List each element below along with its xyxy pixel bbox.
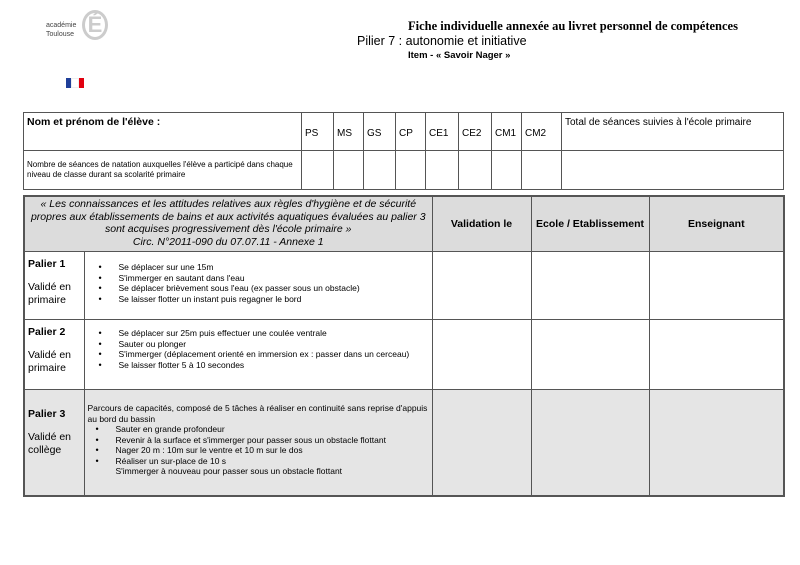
level-ce1: CE1 xyxy=(426,113,459,151)
bullet-icon: • xyxy=(95,455,99,466)
palier-2-row xyxy=(24,320,784,390)
sessions-total-cell[interactable] xyxy=(562,151,784,190)
level-ms: MS xyxy=(334,113,364,151)
bullet-icon: • xyxy=(98,262,102,272)
french-flag-icon xyxy=(66,78,84,88)
list-item: • Se laisser flotter un instant puis regagner le bord xyxy=(98,293,302,304)
level-cp: CP xyxy=(396,113,426,151)
list-item: • Revenir à la surface et s'immerger pour passer sous un obstacle flottant xyxy=(95,434,386,445)
palier-label: Palier 3 xyxy=(28,408,66,420)
level-gs: GS xyxy=(364,113,396,151)
school-cell[interactable] xyxy=(531,252,649,320)
level-cm1: CM1 xyxy=(492,113,522,151)
bullet-icon: • xyxy=(98,283,102,293)
sessions-cm2-cell[interactable] xyxy=(522,151,562,190)
e-emblem-icon: É xyxy=(82,10,108,40)
level-ps: PS xyxy=(302,113,334,151)
item-title: Item - « Savoir Nager » xyxy=(408,50,511,61)
validation-date-cell[interactable] xyxy=(432,390,531,496)
palier-3-intro: Parcours de capacités, composé de 5 tâches à réaliser en continuité sans reprise d'appuis au bord du bassin xyxy=(87,403,428,424)
list-item: • Sauter en grande profondeur xyxy=(95,424,225,434)
bullet-icon: • xyxy=(98,328,102,338)
validated-label: Validé en collège xyxy=(28,431,72,456)
bullet-icon: • xyxy=(98,359,102,370)
list-item: • Se déplacer brièvement sous l'eau (ex passer sous un obstacle) xyxy=(98,283,360,293)
col-validation-date: Validation le xyxy=(432,196,531,252)
level-cm2: CM2 xyxy=(522,113,562,151)
quote-text: « Les connaissances et les attitudes relatives aux règles d'hygiène et de sécurité propres aux établissements de bains et aux activités aquatiques évaluées au palier 3 sont acquises progressivement dès l'école primaire » xyxy=(30,198,426,235)
list-item: • S'immerger en sautant dans l'eau xyxy=(98,272,245,283)
list-item: • Se déplacer sur 25m puis effectuer une coulée ventrale xyxy=(98,328,327,338)
document-title: Fiche individuelle annexée au livret personnel de compétences xyxy=(408,19,738,33)
list-item: • S'immerger (déplacement orienté en immersion ex : passer dans un cerceau) xyxy=(98,349,410,359)
bullet-icon: • xyxy=(95,434,99,445)
pillar-title: Pilier 7 : autonomie et initiative xyxy=(357,34,527,48)
teacher-cell[interactable] xyxy=(649,252,784,320)
sessions-gs-cell[interactable] xyxy=(364,151,396,190)
palier-label: Palier 2 xyxy=(28,326,66,338)
palier-label: Palier 1 xyxy=(28,258,66,270)
total-sessions-label: Total de séances suivies à l'école primaire xyxy=(562,113,784,151)
teacher-cell[interactable] xyxy=(649,320,784,390)
sessions-ms-cell[interactable] xyxy=(334,151,364,190)
logo-toulouse: Toulouse xyxy=(46,31,75,38)
bullet-icon: • xyxy=(95,424,99,434)
sessions-cp-cell[interactable] xyxy=(396,151,426,190)
list-item: • Se déplacer sur une 15m xyxy=(98,262,214,272)
level-ce2: CE2 xyxy=(459,113,492,151)
palier-1-row xyxy=(24,252,784,320)
list-item: S'immerger à nouveau pour passer sous un obstacle flottant xyxy=(115,466,343,476)
list-item: • Se laisser flotter 5 à 10 secondes xyxy=(98,359,245,370)
col-teacher: Enseignant xyxy=(649,196,784,252)
validation-date-cell[interactable] xyxy=(432,320,531,390)
academie-logo xyxy=(40,8,110,92)
validation-date-cell[interactable] xyxy=(432,252,531,320)
validated-label: Validé en primaire xyxy=(28,281,72,306)
school-cell[interactable] xyxy=(531,320,649,390)
list-item: • Nager 20 m : 10m sur le ventre et 10 m sur le dos xyxy=(95,445,303,455)
validated-label: Validé en primaire xyxy=(28,349,72,374)
list-item: • Réaliser un sur-place de 10 s xyxy=(95,455,227,466)
sessions-ps-cell[interactable] xyxy=(302,151,334,190)
teacher-cell[interactable] xyxy=(649,390,784,496)
bullet-icon: • xyxy=(98,349,102,359)
bullet-icon: • xyxy=(98,338,102,349)
bullet-icon: • xyxy=(95,445,99,455)
circular-reference: Circ. N°2011-090 du 07.07.11 - Annexe 1 xyxy=(132,235,324,248)
student-name-label: Nom et prénom de l'élève : xyxy=(24,113,302,151)
validation-table xyxy=(23,195,785,497)
sessions-ce1-cell[interactable] xyxy=(426,151,459,190)
bullet-icon: • xyxy=(98,272,102,283)
student-table xyxy=(23,112,784,190)
list-item: • Sauter ou plonger xyxy=(98,338,187,349)
regulation-quote xyxy=(24,196,432,252)
col-school: Ecole / Etablissement xyxy=(531,196,649,252)
palier-3-row xyxy=(24,390,784,496)
bullet-icon: • xyxy=(98,293,102,304)
school-cell[interactable] xyxy=(531,390,649,496)
sessions-cm1-cell[interactable] xyxy=(492,151,522,190)
sessions-count-label: Nombre de séances de natation auxquelles l'élève a participé dans chaque niveau de classe durant sa scolarité primaire xyxy=(24,151,302,190)
logo-academie: académie xyxy=(46,22,77,29)
sessions-ce2-cell[interactable] xyxy=(459,151,492,190)
